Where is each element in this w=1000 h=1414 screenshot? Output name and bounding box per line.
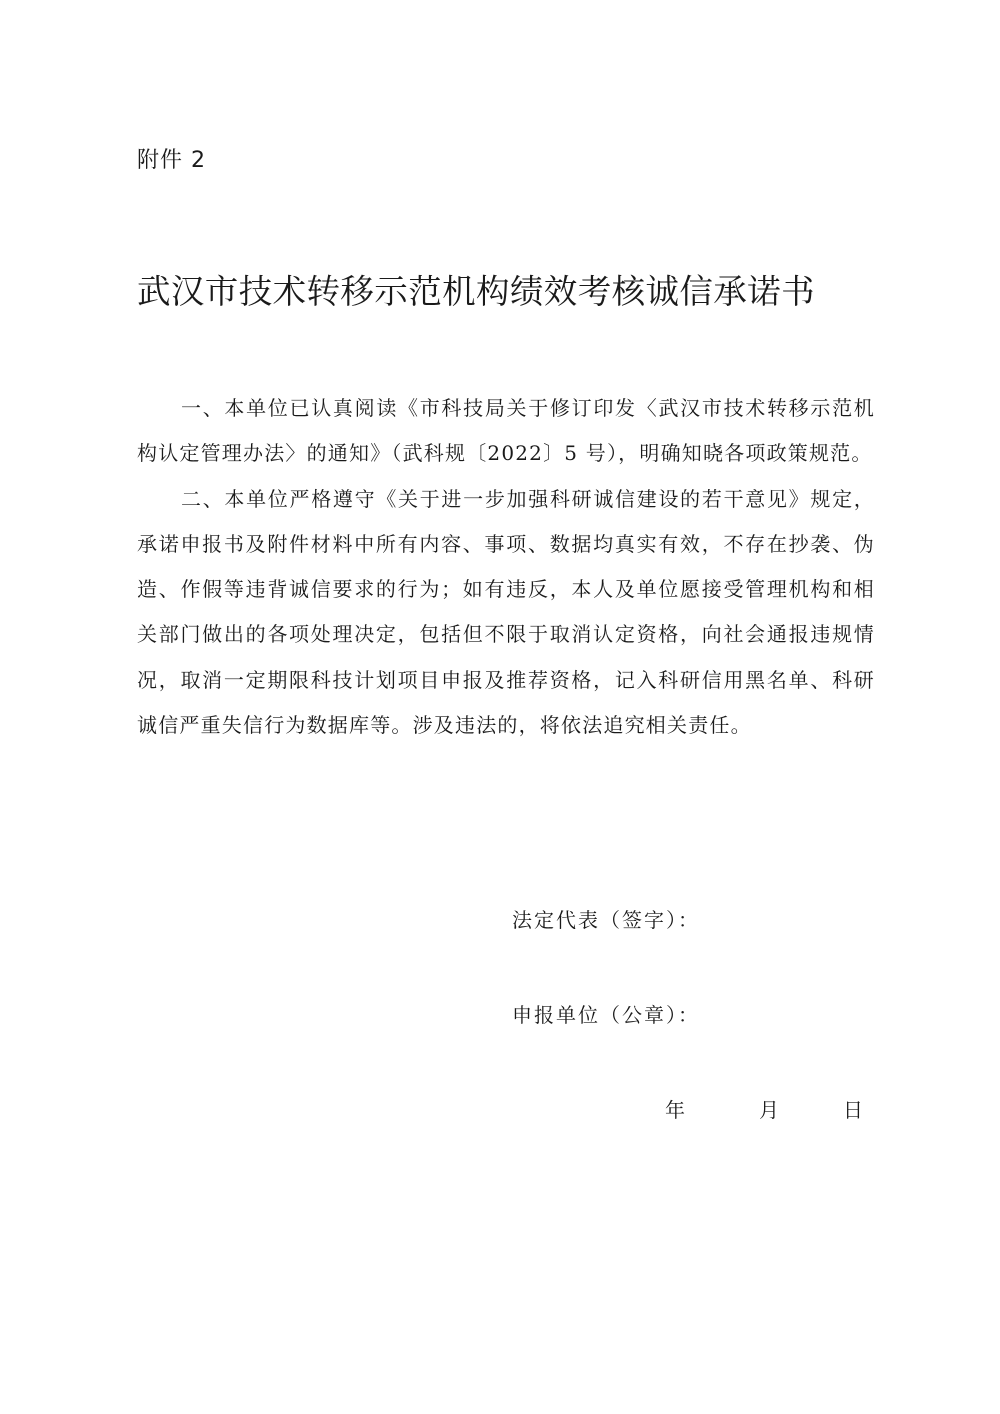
- legal-rep-signature-label: 法定代表（签字）：: [512, 908, 700, 932]
- date-year-label: 年: [665, 1098, 685, 1122]
- date-day-label: 日: [843, 1098, 863, 1122]
- document-title: 武汉市技术转移示范机构绩效考核诚信承诺书: [137, 272, 815, 311]
- attachment-label: 附件 2: [137, 148, 206, 173]
- paragraph-2: 二、本单位严格遵守《关于进一步加强科研诚信建设的若干意见》规定，承诺申报书及附件材料中所有内容、事项、数据均真实有效，不存在抄袭、伪造、作假等违背诚信要求的行为；如有违反，本人及单位愿接受管理机构和相关部门做出的各项处理决定，包括但不限于取消认定资格，向社会通报违规情况，取消一定期限科技计划项目申报及推荐资格，记入科研信用黑名单、科研诚信严重失信行为数据库等。涉及违法的，将依法追究相关责任。: [137, 486, 875, 738]
- paragraph-1: 一、本单位已认真阅读《市科技局关于修订印发〈武汉市技术转移示范机构认定管理办法〉的通知》（武科规〔2022〕5 号），明确知晓各项政策规范。: [137, 396, 875, 466]
- document-body: [137, 386, 875, 748]
- unit-seal-label: 申报单位（公章）：: [512, 1003, 700, 1027]
- date-month-label: 月: [759, 1098, 779, 1122]
